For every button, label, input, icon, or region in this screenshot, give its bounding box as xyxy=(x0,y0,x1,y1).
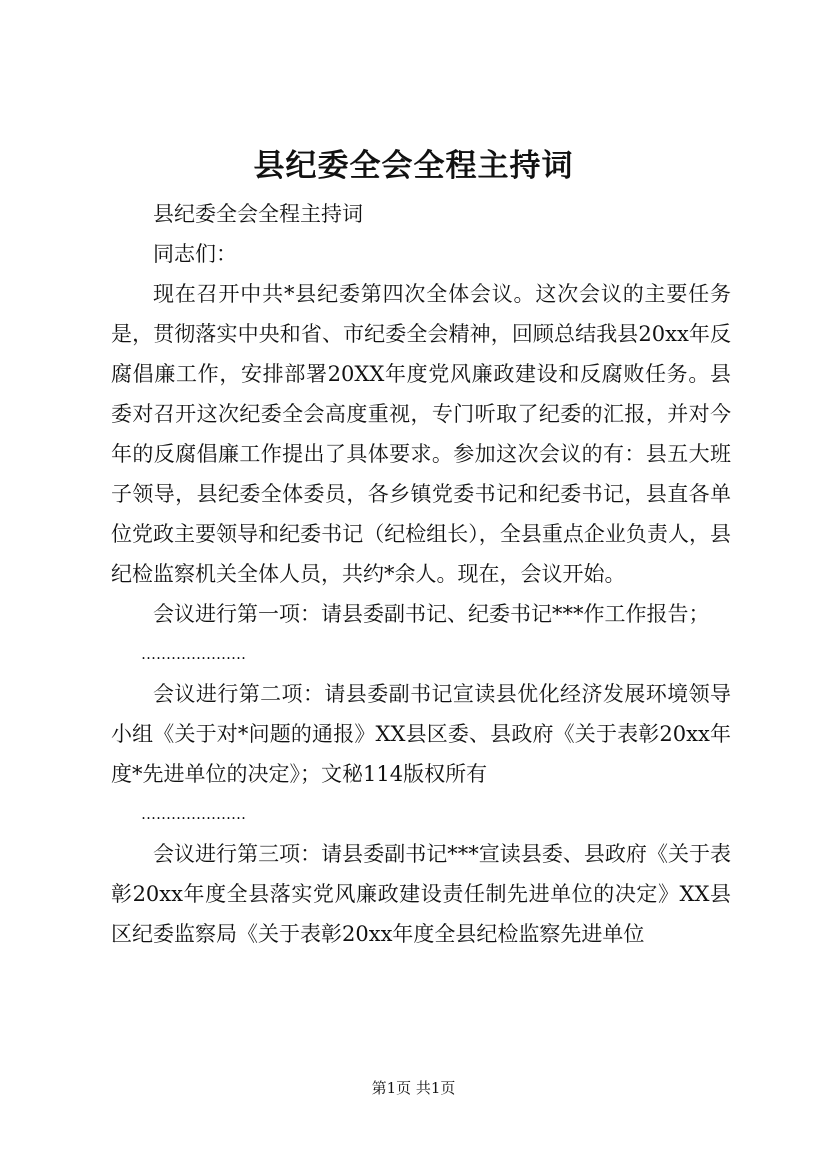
paragraph-item-one: 会议进行第一项：请县委副书记、纪委书记***作工作报告； xyxy=(153,602,710,626)
paragraph-greeting: 同志们： xyxy=(153,242,237,266)
paragraph-item-two: 会议进行第二项：请县委副书记宣读县优化经济发展环境领导小组《关于对*问题的通报》XX县区委、县政府《关于表彰20xx年度*先进单位的决定》；文秘114版权所有 xyxy=(111,682,731,786)
document-title: 县纪委全会全程主持词 xyxy=(253,148,574,184)
paragraph-opening: 现在召开中共*县纪委第四次全体会议。这次会议的主要任务是，贯彻落实中央和省、市纪委全会精神，回顾总结我县20xx年反腐倡廉工作，安排部署20XX年度党风廉政建设和反腐败任务。县委对召开这次纪委全会高度重视，专门听取了纪委的汇报，并对今年的反腐倡廉工作提出了具体要求。参加这次会议的有：县五大班子领导，县纪委全体委员，各乡镇党委书记和纪委书记，县直各单位党政主要领导和纪委书记（纪检组长），全县重点企业负责人，县纪检监察机关全体人员，共约*余人。现在，会议开始。 xyxy=(111,282,731,586)
ellipsis-separator: ………………… xyxy=(141,805,246,823)
paragraph-item-three: 会议进行第三项：请县委副书记***宣读县委、县政府《关于表彰20xx年度全县落实党风廉政建设责任制先进单位的决定》XX县区纪委监察局《关于表彰20xx年度全县纪检监察先进单位 xyxy=(111,842,731,946)
paragraph-subtitle: 县纪委全会全程主持词 xyxy=(153,202,363,226)
ellipsis-separator: ………………… xyxy=(141,645,246,663)
document-body xyxy=(111,194,731,954)
page-footer: 第1页 共1页 xyxy=(371,1079,456,1097)
